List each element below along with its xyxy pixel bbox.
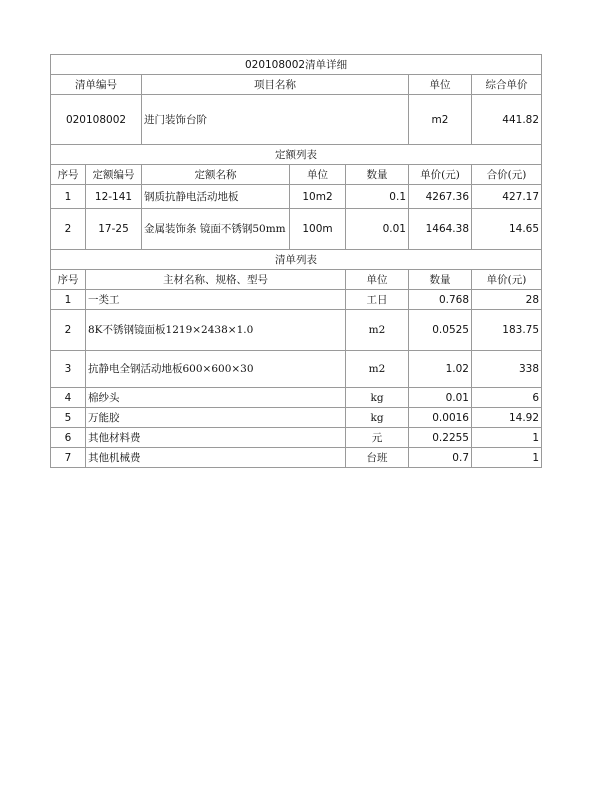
item-price: 441.82	[472, 95, 542, 145]
item-code-header: 清单编号	[51, 75, 142, 95]
material-name: 一类工	[86, 290, 346, 310]
material-seq: 6	[51, 428, 86, 448]
material-unit: m2	[346, 351, 409, 388]
item-name-header: 项目名称	[142, 75, 409, 95]
material-seq: 1	[51, 290, 86, 310]
material-row	[51, 408, 542, 428]
quota-qty: 0.01	[346, 209, 409, 250]
material-unit: m2	[346, 310, 409, 351]
material-unit: kg	[346, 388, 409, 408]
material-qty: 0.7	[409, 448, 472, 468]
material-qty-header: 数量	[409, 270, 472, 290]
quota-total: 14.65	[472, 209, 542, 250]
quota-seq-header: 序号	[51, 165, 86, 185]
material-name: 其他材料费	[86, 428, 346, 448]
item-name: 进门装饰台阶	[142, 95, 409, 145]
material-qty: 0.768	[409, 290, 472, 310]
material-qty: 0.0016	[409, 408, 472, 428]
quota-code: 17-25	[86, 209, 142, 250]
material-price: 338	[472, 351, 542, 388]
material-price: 14.92	[472, 408, 542, 428]
material-unit-header: 单位	[346, 270, 409, 290]
quota-total: 427.17	[472, 185, 542, 209]
quota-section-title: 定额列表	[51, 145, 542, 165]
quota-unit: 100m	[290, 209, 346, 250]
material-seq: 4	[51, 388, 86, 408]
quota-unit: 10m2	[290, 185, 346, 209]
quota-row	[51, 185, 542, 209]
material-section-title: 清单列表	[51, 250, 542, 270]
quota-price-header: 单价(元)	[409, 165, 472, 185]
material-name: 棉纱头	[86, 388, 346, 408]
material-seq: 5	[51, 408, 86, 428]
item-unit: m2	[409, 95, 472, 145]
item-code: 020108002	[51, 95, 142, 145]
material-seq: 3	[51, 351, 86, 388]
quota-qty-header: 数量	[346, 165, 409, 185]
material-price: 6	[472, 388, 542, 408]
item-price-header: 综合单价	[472, 75, 542, 95]
quota-name: 金属装饰条 镜面不锈钢50mm	[142, 209, 290, 250]
quota-code-header: 定额编号	[86, 165, 142, 185]
quota-price: 4267.36	[409, 185, 472, 209]
quota-total-header: 合价(元)	[472, 165, 542, 185]
material-row	[51, 428, 542, 448]
quota-name: 钢质抗静电活动地板	[142, 185, 290, 209]
quota-code: 12-141	[86, 185, 142, 209]
material-price: 1	[472, 448, 542, 468]
material-seq-header: 序号	[51, 270, 86, 290]
material-qty: 1.02	[409, 351, 472, 388]
material-price-header: 单价(元)	[472, 270, 542, 290]
material-unit: 台班	[346, 448, 409, 468]
material-qty: 0.0525	[409, 310, 472, 351]
material-price: 1	[472, 428, 542, 448]
material-row	[51, 290, 542, 310]
quota-qty: 0.1	[346, 185, 409, 209]
material-unit: kg	[346, 408, 409, 428]
bill-detail-table	[50, 54, 542, 468]
quota-price: 1464.38	[409, 209, 472, 250]
quota-row	[51, 209, 542, 250]
item-unit-header: 单位	[409, 75, 472, 95]
material-name: 其他机械费	[86, 448, 346, 468]
material-seq: 7	[51, 448, 86, 468]
material-price: 28	[472, 290, 542, 310]
material-row	[51, 310, 542, 351]
quota-name-header: 定额名称	[142, 165, 290, 185]
material-name: 万能胶	[86, 408, 346, 428]
material-row	[51, 388, 542, 408]
material-unit: 元	[346, 428, 409, 448]
material-unit: 工日	[346, 290, 409, 310]
material-row	[51, 448, 542, 468]
quota-unit-header: 单位	[290, 165, 346, 185]
quota-seq: 2	[51, 209, 86, 250]
material-name-header: 主材名称、规格、型号	[86, 270, 346, 290]
material-qty: 0.2255	[409, 428, 472, 448]
material-name: 8K不锈钢镜面板1219×2438×1.0	[86, 310, 346, 351]
document-title: 020108002清单详细	[51, 55, 542, 75]
material-row	[51, 351, 542, 388]
material-price: 183.75	[472, 310, 542, 351]
quota-seq: 1	[51, 185, 86, 209]
material-qty: 0.01	[409, 388, 472, 408]
material-seq: 2	[51, 310, 86, 351]
material-name: 抗静电全钢活动地板600×600×30	[86, 351, 346, 388]
